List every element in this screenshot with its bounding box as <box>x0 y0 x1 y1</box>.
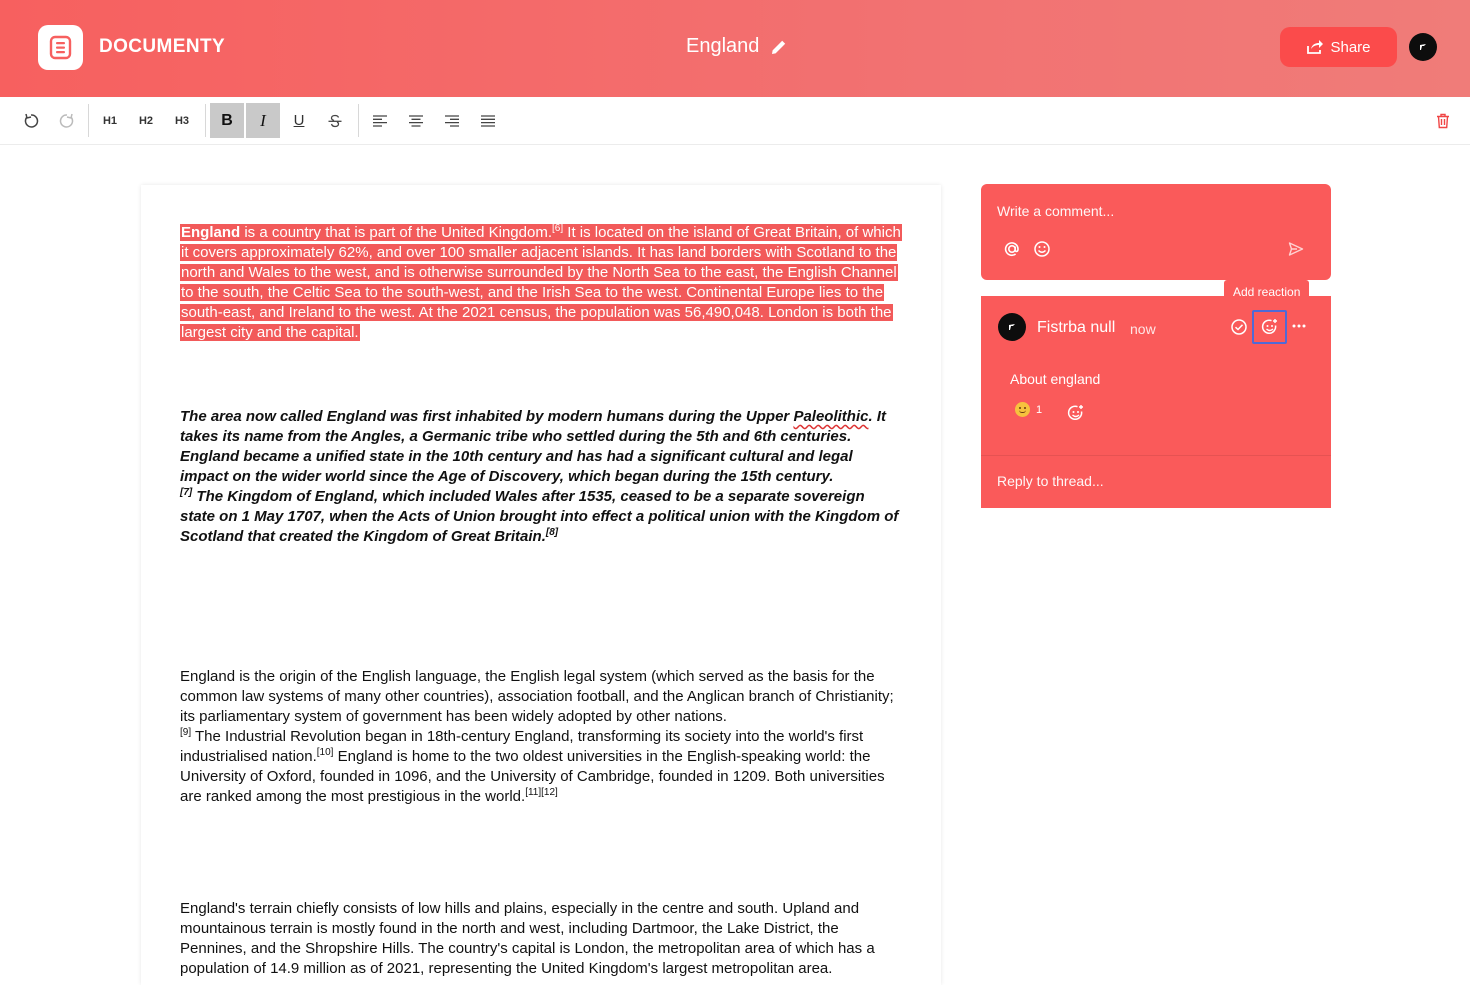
comment-thread[interactable] <box>981 296 1331 508</box>
edit-pencil-icon[interactable] <box>770 38 788 56</box>
paragraph-history[interactable] <box>180 407 902 547</box>
add-reaction-icon[interactable] <box>1067 404 1085 422</box>
text-span: England is home to the two oldest universities in the English-speaking world: the University of Oxford, founded in 1096, and the University of Cambridge, founded in 1209. Both universities are ranked among the most prestigious in the world. <box>180 748 885 805</box>
share-button[interactable] <box>1280 27 1397 67</box>
comment-body: About england <box>1010 371 1101 387</box>
heading-2-button[interactable]: H2 <box>138 114 154 127</box>
undo-button[interactable] <box>14 103 48 138</box>
comment-input[interactable]: Write a comment... <box>997 203 1115 219</box>
bold-button[interactable]: B <box>210 103 244 138</box>
text-span: The Industrial Revolution began in 18th-century England, transforming its society into the world's first industrialised nation. <box>180 728 864 765</box>
text-span: England is the origin of the English language, the English legal system (which served as the basis for the common law systems of many other countries), association football, and the Anglican branch of Christianity; its parliamentary system of government has been widely adopted by other nations. <box>180 668 894 725</box>
thread-timestamp: now <box>1130 321 1156 337</box>
thread-author-avatar <box>998 313 1026 341</box>
avatar-glyph-icon <box>1007 322 1017 332</box>
align-left-button[interactable] <box>363 103 397 138</box>
citation-ref[interactable]: [9] <box>180 727 192 738</box>
highlighted-lead-word: England <box>181 224 241 241</box>
resolve-check-icon[interactable] <box>1230 318 1248 336</box>
user-avatar[interactable] <box>1409 33 1437 61</box>
align-right-icon <box>444 114 460 128</box>
misspelled-word[interactable]: Paleolithic <box>793 408 869 425</box>
add-reaction-button[interactable] <box>1252 310 1287 344</box>
redo-button[interactable] <box>50 103 84 138</box>
underline-button[interactable]: U <box>293 112 305 129</box>
send-icon[interactable] <box>1288 241 1304 257</box>
thread-divider <box>981 455 1331 456</box>
strikethrough-icon <box>327 113 343 129</box>
align-right-button[interactable] <box>435 103 469 138</box>
share-icon <box>1306 39 1324 55</box>
align-center-icon <box>408 114 424 128</box>
add-reaction-tooltip: Add reaction <box>1224 280 1309 305</box>
citation-ref[interactable]: [10] <box>316 747 334 758</box>
toolbar-divider <box>205 104 206 137</box>
strikethrough-button[interactable] <box>318 103 352 138</box>
app-header <box>0 0 1470 97</box>
citation-ref[interactable]: [6] <box>552 223 564 234</box>
reaction-count: 1 <box>1036 403 1043 416</box>
undo-icon <box>23 113 39 129</box>
toolbar-divider <box>88 104 89 137</box>
document-title[interactable]: England <box>686 35 760 57</box>
redo-icon <box>59 113 75 129</box>
formatting-toolbar <box>0 97 1470 145</box>
toolbar-divider <box>358 104 359 137</box>
more-options-icon[interactable] <box>1291 318 1307 334</box>
citation-ref[interactable]: [11][12] <box>525 787 558 798</box>
comment-composer <box>981 184 1331 280</box>
share-label: Share <box>1330 38 1371 56</box>
text-span: . It takes its name from the Angles, a Germanic tribe who settled during the 5th and 6th centuries. England became a unified state in the 10th century and has had a significant cultural and legal impact on the wider world since the Age of Discovery, which began during the 15th century. <box>180 408 886 485</box>
heading-1-button[interactable]: H1 <box>102 114 118 127</box>
align-justify-button[interactable] <box>471 103 505 138</box>
app-name: DOCUMENTY <box>99 36 226 57</box>
emoji-icon[interactable] <box>1033 240 1051 258</box>
citation-ref[interactable]: [7] <box>180 487 193 498</box>
smiley-emoji-icon <box>1015 402 1030 417</box>
text-span: The area now called England was first inhabited by modern humans during the Upper <box>180 408 794 425</box>
reply-input[interactable]: Reply to thread... <box>997 473 1104 489</box>
align-justify-icon <box>480 114 496 128</box>
app-logo[interactable] <box>38 25 83 70</box>
italic-button[interactable]: I <box>246 103 280 138</box>
citation-ref[interactable]: [8] <box>545 527 559 538</box>
text-span: It is located on the island of Great Britain, of which it covers approximately 62%, and over 100 smaller adjacent islands. It has land borders with Scotland to the north and Wales to the west, and is otherwise surrounded by the North Sea to the east, the English Channel to the south, the Celtic Sea to the south-west, and the Irish Sea to the west. Continental Europe lies to the south-east, and Ireland to the west. At the 2021 census, the population was 56,490,048. London is both the largest city and the capital. <box>181 224 901 341</box>
trash-icon <box>1436 113 1450 129</box>
mention-icon[interactable] <box>1003 240 1021 258</box>
align-center-button[interactable] <box>399 103 433 138</box>
text-span: The Kingdom of England, which included Wales after 1535, ceased to be a separate sovereign state on 1 May 1707, when the Acts of Union brought into effect a political union with the Kingdom of Scotland that created the Kingdom of Great Britain. <box>180 488 899 545</box>
align-left-icon <box>372 114 388 128</box>
text-span: England's terrain chiefly consists of low hills and plains, especially in the centre and south. Upland and mountainous terrain is mostly found in the north and west, including Dartmoor, the Lake District, the Pennines, and the Shropshire Hills. The country's capital is London, the metropolitan area of which has a population of 14.9 million as of 2021, representing the United Kingdom's largest metropolitan area. <box>180 900 875 977</box>
text-span: is a country that is part of the United Kingdom. <box>240 224 553 241</box>
thread-author-name: Fistrba null <box>1037 319 1116 336</box>
add-reaction-icon <box>1261 318 1279 336</box>
document-icon <box>47 34 74 61</box>
heading-3-button[interactable]: H3 <box>174 114 190 127</box>
reaction-chip[interactable] <box>1015 402 1042 417</box>
paragraph-intro[interactable] <box>180 223 902 343</box>
paragraph-culture[interactable] <box>180 667 902 807</box>
delete-button[interactable] <box>1426 103 1460 138</box>
paragraph-geography[interactable] <box>180 899 902 979</box>
avatar-glyph-icon <box>1418 42 1428 52</box>
